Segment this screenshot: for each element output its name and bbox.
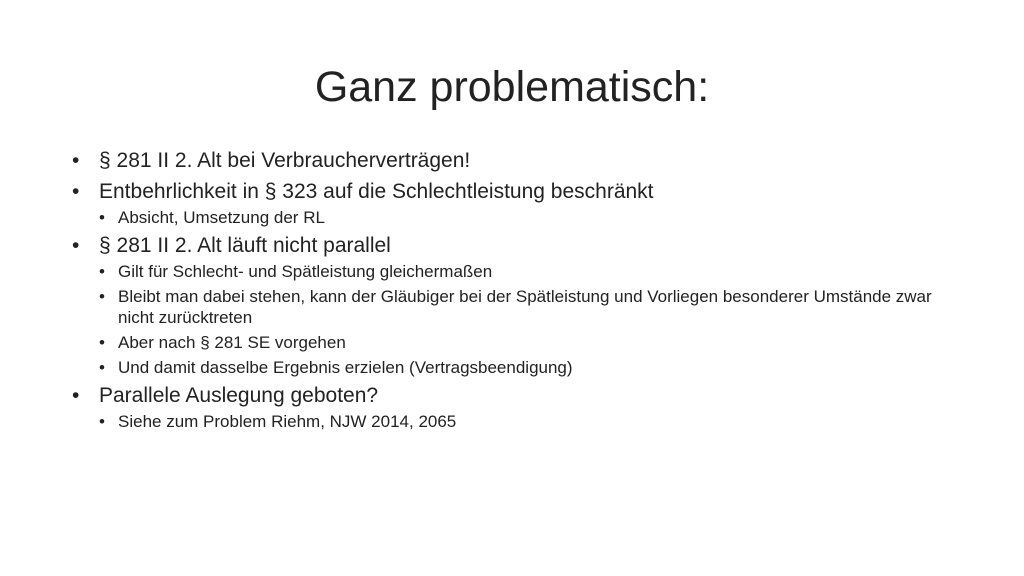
sub-bullet-icon: • <box>99 358 105 377</box>
sub-bullet-item <box>99 207 952 228</box>
bullet-list <box>72 148 952 432</box>
sub-bullet-item <box>99 261 952 282</box>
sub-bullet-text: Absicht, Umsetzung der RL <box>118 208 325 227</box>
sub-bullet-text: Und damit dasselbe Ergebnis erzielen (Vertragsbeendigung) <box>118 358 573 377</box>
sub-bullet-text: Gilt für Schlecht- und Spätleistung gleichermaßen <box>118 262 493 281</box>
bullet-item <box>72 179 952 228</box>
sub-bullet-item <box>99 411 952 432</box>
sub-bullet-list <box>99 261 952 378</box>
sub-bullet-list <box>99 411 952 432</box>
sub-bullet-icon: • <box>99 333 105 352</box>
sub-bullet-item <box>99 286 952 328</box>
sub-bullet-icon: • <box>99 208 105 227</box>
sub-bullet-text: Aber nach § 281 SE vorgehen <box>118 333 346 352</box>
sub-bullet-icon: • <box>99 287 105 306</box>
sub-bullet-list <box>99 207 952 228</box>
sub-bullet-text: Bleibt man dabei stehen, kann der Gläubiger bei der Spätleistung und Vorliegen besonderer Umstände zwar nicht zurücktreten <box>118 287 932 327</box>
bullet-text: Parallele Auslegung geboten? <box>99 384 379 407</box>
bullet-item <box>72 383 952 432</box>
bullet-icon: • <box>72 234 80 257</box>
sub-bullet-text: Siehe zum Problem Riehm, NJW 2014, 2065 <box>118 412 457 431</box>
slide-title: Ganz problematisch: <box>314 63 710 111</box>
bullet-text: § 281 II 2. Alt bei Verbraucherverträgen! <box>99 149 471 172</box>
sub-bullet-icon: • <box>99 412 105 431</box>
sub-bullet-icon: • <box>99 262 105 281</box>
sub-bullet-item <box>99 357 952 378</box>
bullet-icon: • <box>72 149 80 172</box>
bullet-icon: • <box>72 180 80 203</box>
bullet-item <box>72 148 952 174</box>
sub-bullet-item <box>99 332 952 353</box>
bullet-text: Entbehrlichkeit in § 323 auf die Schlechtleistung beschränkt <box>99 180 654 203</box>
bullet-icon: • <box>72 384 80 407</box>
bullet-text: § 281 II 2. Alt läuft nicht parallel <box>99 234 391 257</box>
bullet-item <box>72 233 952 378</box>
